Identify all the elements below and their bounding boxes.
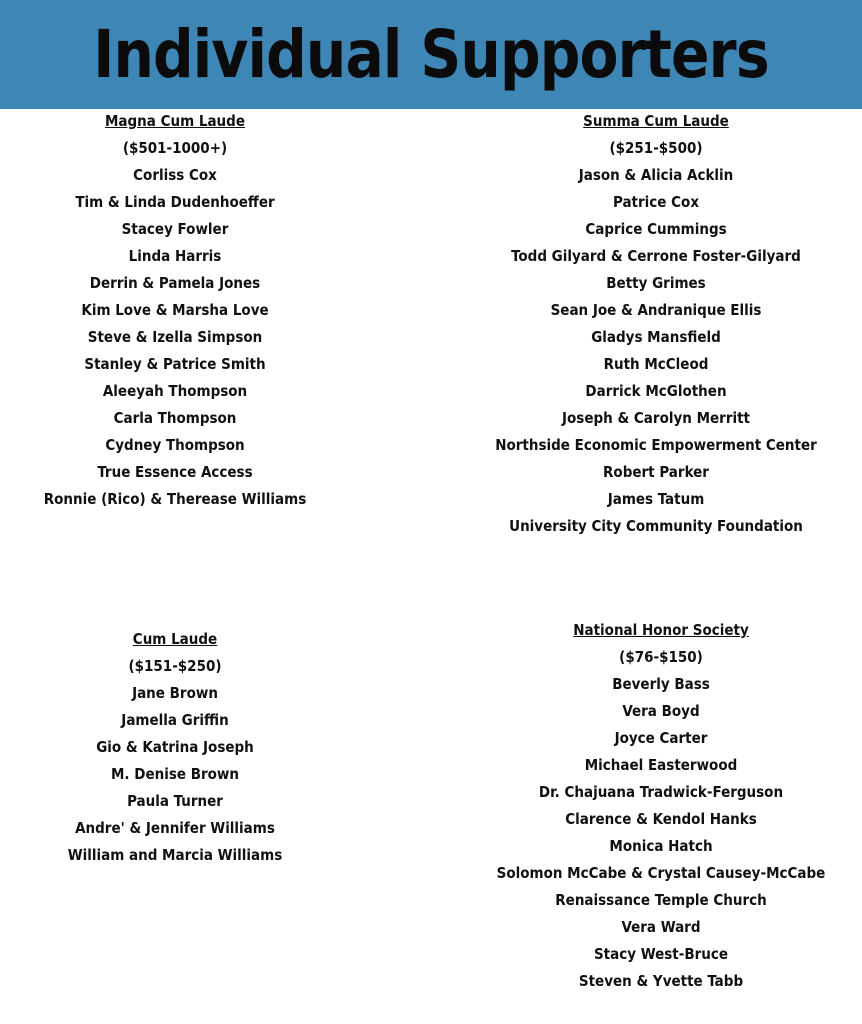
supporter-name: Joyce Carter [614,729,708,747]
supporter-name: Paula Turner [127,792,223,810]
supporter-name: Sean Joe & Andranique Ellis [550,301,762,319]
page-title: Individual Supporters [93,16,769,93]
supporter-name: Dr. Chajuana Tradwick-Ferguson [538,783,784,801]
supporter-name: Jamella Griffin [121,711,229,729]
supporter-name: Linda Harris [128,247,222,265]
supporter-name: Patrice Cox [612,193,700,211]
supporter-name: Robert Parker [603,463,709,481]
supporter-list [10,162,340,513]
section-range: ($251-$500) [609,139,703,157]
supporter-name: Clarence & Kendol Hanks [565,810,757,828]
section-range: ($501-1000+) [122,139,228,157]
supporter-list [10,680,340,869]
supporter-name: Todd Gilyard & Cerrone Foster-Gilyard [511,247,801,265]
supporter-name: Betty Grimes [606,274,706,292]
supporter-name: William and Marcia Williams [67,846,283,864]
supporter-name: Stanley & Patrice Smith [84,355,266,373]
supporter-name: Aleeyah Thompson [102,382,248,400]
supporter-name: True Essence Access [97,463,253,481]
section-cum-laude [10,626,340,869]
supporter-name: Steve & Izella Simpson [87,328,263,346]
section-summa-cum-laude [460,108,852,540]
supporter-name: Stacey Fowler [121,220,229,238]
section-heading: Cum Laude [132,630,218,648]
supporter-name: James Tatum [607,490,705,508]
supporter-name: Stacy West-Bruce [593,945,729,963]
supporter-name: Darrick McGlothen [585,382,727,400]
supporter-name: Michael Easterwood [584,756,738,774]
supporter-name: Jason & Alicia Acklin [578,166,734,184]
supporter-name: Carla Thompson [113,409,237,427]
supporter-name: Joseph & Carolyn Merritt [562,409,750,427]
supporter-name: Jane Brown [132,684,218,702]
section-national-honor-society [460,617,862,995]
supporter-name: Gladys Mansfield [591,328,721,346]
supporter-name: Caprice Cummings [585,220,727,238]
section-heading: Summa Cum Laude [583,112,729,130]
supporter-name: University City Community Foundation [509,517,803,535]
section-range: ($151-$250) [128,657,222,675]
supporter-name: Beverly Bass [612,675,710,693]
supporter-name: Derrin & Pamela Jones [89,274,261,292]
section-heading: National Honor Society [573,621,749,639]
supporter-name: Andre' & Jennifer Williams [75,819,275,837]
supporter-name: Ronnie (Rico) & Therease Williams [43,490,307,508]
supporter-name: Ruth McCleod [603,355,709,373]
supporter-name: Steven & Yvette Tabb [578,972,744,990]
supporter-name: M. Denise Brown [110,765,240,783]
supporter-name: Cydney Thompson [105,436,245,454]
supporter-name: Vera Ward [621,918,701,936]
supporter-name: Kim Love & Marsha Love [81,301,269,319]
supporter-name: Solomon McCabe & Crystal Causey-McCabe [496,864,826,882]
supporter-name: Vera Boyd [622,702,700,720]
supporter-name: Renaissance Temple Church [555,891,767,909]
supporter-name: Northside Economic Empowerment Center [495,436,817,454]
section-range: ($76-$150) [619,648,703,666]
supporter-name: Monica Hatch [609,837,713,855]
section-heading: Magna Cum Laude [104,112,245,130]
supporter-name: Corliss Cox [133,166,217,184]
title-banner [0,0,862,109]
supporter-list [460,671,862,995]
supporter-name: Tim & Linda Dudenhoeffer [75,193,275,211]
supporter-name: Gio & Katrina Joseph [96,738,254,756]
supporter-list [460,162,852,540]
section-magna-cum-laude [10,108,340,513]
